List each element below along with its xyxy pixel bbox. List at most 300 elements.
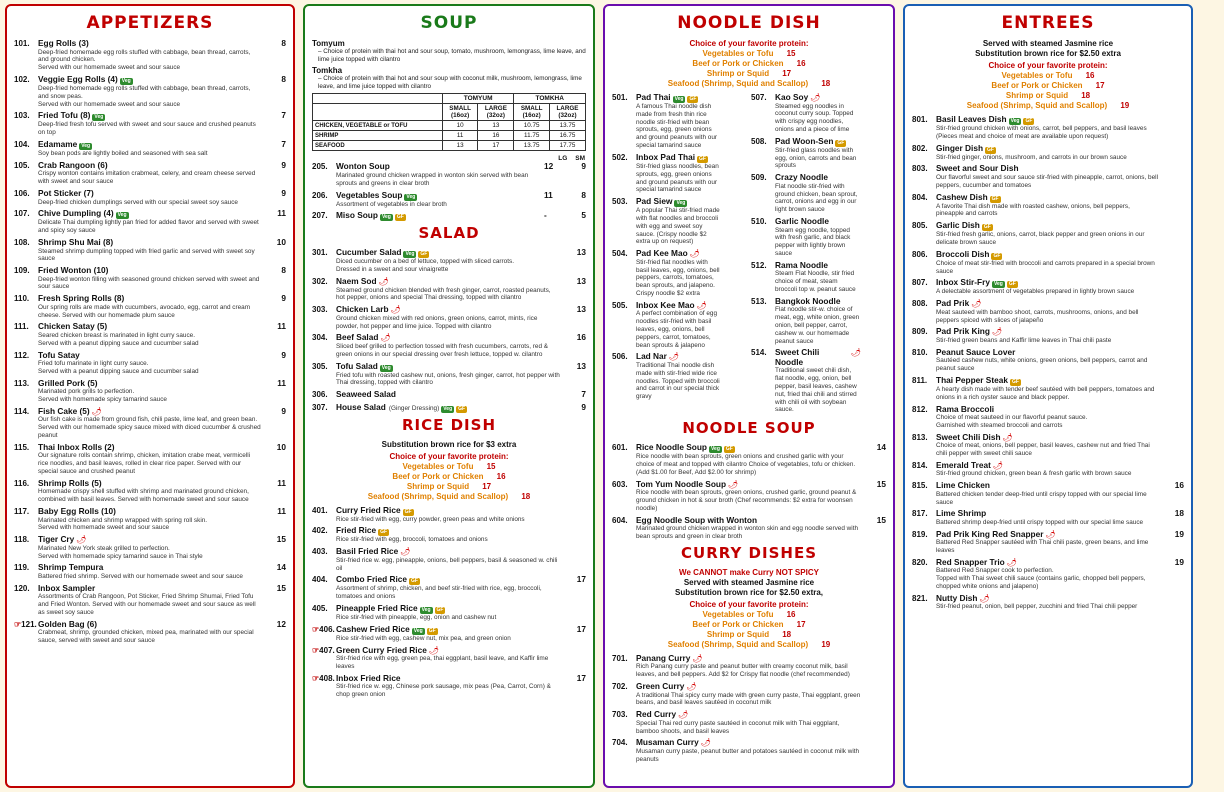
item-description: Rice stir-fried with pineapple, egg, onion and cashew nut: [336, 614, 497, 622]
menu-item[interactable]: [312, 390, 586, 400]
item-name: Tofu Satay: [38, 349, 80, 360]
veg-icon: Veg: [421, 607, 431, 614]
item-number: 403.: [312, 547, 328, 557]
item-price: 8: [281, 38, 286, 48]
item-description: Stir-fried ground chicken with onions, carrot, bell peppers, and basil leaves (Pieces meat and choice of meat are available upon request): [936, 125, 1147, 140]
item-price: [1162, 376, 1184, 402]
item-number: 811.: [912, 375, 928, 385]
item-description: Our spring rolls are made with cucumbers, avocado, egg, carrot and cream cheese. Served with our homemade plum sauce: [38, 303, 251, 319]
gluten-free-icon: GF: [420, 251, 428, 258]
item-price-lg: 11: [544, 189, 553, 200]
protein-choice: [312, 462, 586, 472]
menu-item[interactable]: [14, 189, 286, 206]
menu-item[interactable]: [912, 509, 1184, 526]
item-name: Garlic Dish: [936, 220, 980, 231]
item-number: 604.: [612, 515, 628, 525]
item-number: 601.: [612, 443, 628, 453]
menu-item[interactable]: [912, 405, 1184, 430]
item-number: 512.: [751, 260, 767, 270]
menu-item[interactable]: [912, 461, 1184, 478]
item-description: Soy bean pods are lightly boiled and seasoned with sea salt: [38, 150, 208, 158]
item-number: 116.: [14, 478, 30, 488]
menu-item[interactable]: [912, 144, 1184, 162]
gluten-free-icon: GF: [1025, 118, 1033, 124]
item-name: Pot Sticker (7): [38, 188, 94, 198]
item-price: 17: [576, 672, 586, 683]
item-number: 815.: [912, 481, 928, 491]
curry-substitution-note: Substitution brown rice for $2.50 extra,: [674, 587, 824, 597]
menu-item[interactable]: [312, 277, 586, 302]
item-number: ☞408.: [312, 673, 335, 683]
menu-item[interactable]: [912, 433, 1184, 458]
menu-item[interactable]: [312, 506, 586, 524]
entrees-choices: [912, 71, 1184, 111]
protein-choice-name: Shrimp or Squid: [706, 629, 770, 639]
soup-column: [303, 4, 595, 788]
gluten-free-icon: GF: [689, 96, 697, 102]
protein-choice-name: Beef or Pork or Chicken: [692, 59, 784, 68]
item-description: Seared chicken breast is marinated in light curry sauce. Served with a peanut dipping sauce and cucumber salad: [38, 331, 199, 347]
protein-choice-name: Seafood (Shrimp, Squid and Scallop): [966, 101, 1108, 110]
item-price: [1162, 250, 1184, 276]
item-price: [1162, 405, 1184, 430]
menu-item[interactable]: [312, 526, 586, 544]
item-price: [1162, 164, 1184, 189]
item-description: Fried tofu marinate in light curry sauce. Served with a peanut dipping sauce and cucumber salad: [38, 360, 199, 375]
item-description: Choice of meat stir-fried with broccoli and carrots prepared in a special brown sauce: [936, 259, 1155, 275]
item-description: Marinated chicken and shrimp wrapped with spring roll skin. Served with homemade sweet and sour sauce: [38, 516, 208, 532]
item-price: 16: [1174, 480, 1184, 491]
item-name: House Salad: [336, 401, 386, 412]
menu-item[interactable]: [14, 407, 286, 440]
item-description: Diced cucumber on a bed of lettuce, topped with sliced carrots. Dressed in a sweet and sour vinaigrette: [336, 258, 514, 274]
item-number: 821.: [912, 593, 928, 603]
item-name: Musaman Curry: [636, 737, 699, 748]
item-price: 11: [277, 477, 286, 488]
item-description: Steam Flat Noodle, stir fried choice of meat, steam broccoli top w. peanut sauce: [775, 270, 856, 293]
item-number: 205.: [312, 162, 328, 172]
item-name: Fresh Spring Rolls (8): [38, 293, 125, 304]
item-price: [544, 191, 586, 209]
chili-icon: 🌶: [979, 593, 990, 603]
menu-item[interactable]: [312, 646, 586, 671]
veg-icon: Veg: [1010, 118, 1020, 124]
item-number: 105.: [14, 160, 30, 170]
item-name: Crazy Noodle: [775, 172, 829, 183]
menu-item[interactable]: [312, 575, 586, 601]
protein-choice: [612, 59, 886, 69]
menu-item[interactable]: [312, 248, 586, 274]
chili-icon: 🌶: [728, 479, 739, 489]
menu-item[interactable]: [612, 738, 886, 763]
item-name: Shrimp Shu Mai (8): [38, 236, 114, 247]
menu-item[interactable]: [751, 348, 886, 414]
item-number: ☞121.: [14, 619, 37, 629]
item-number: 106.: [14, 189, 30, 198]
tomkha-header: TOMKHA: [514, 94, 586, 104]
item-name: Bangkok Noodle: [775, 295, 841, 306]
protein-choice-name: Seafood (Shrimp, Squid and Scallop): [667, 79, 809, 88]
item-name: Cucumber Salad: [336, 247, 402, 258]
gluten-free-icon: GF: [983, 224, 991, 231]
item-description: Musaman curry paste, peanut butter and potatoes sautéed in coconut milk with peanuts: [636, 747, 860, 763]
menu-item[interactable]: [612, 682, 886, 707]
item-description: Battered Red Snapper cook to perfection. Topped with Thai sweet chili sauce (contains garlic, chopped bell peppers, chopped white onions and jalapeno): [936, 567, 1146, 591]
protein-choice: [312, 492, 586, 502]
menu-item[interactable]: [751, 137, 886, 170]
item-name: Chive Dumpling (4): [38, 208, 114, 219]
page-title-soup: SOUP: [420, 13, 478, 33]
item-price: [1162, 144, 1184, 162]
gluten-free-icon: GF: [411, 578, 418, 585]
item-number: 804.: [912, 192, 928, 202]
item-number: 513.: [751, 296, 767, 306]
menu-item[interactable]: [14, 620, 286, 645]
item-price: 15: [876, 514, 886, 525]
menu-item[interactable]: [612, 654, 886, 679]
size-header: LARGE (32oz): [549, 104, 585, 121]
menu-item[interactable]: [912, 299, 1184, 324]
item-price: [1162, 278, 1184, 296]
protein-choice: [912, 71, 1184, 81]
item-number: 405.: [312, 604, 328, 614]
menu-item[interactable]: [312, 162, 586, 187]
item-number: 802.: [912, 143, 928, 153]
item-name: Crab Rangoon (6): [38, 159, 108, 170]
menu-item[interactable]: [14, 39, 286, 72]
item-description: Stir-fried glass noodles with egg, onion, carrots and bean sprouts: [775, 146, 857, 170]
item-price: 14: [876, 442, 886, 453]
menu-item[interactable]: [912, 530, 1184, 555]
item-price: [564, 547, 586, 572]
item-name-suffix: (Ginger Dressing): [388, 404, 440, 412]
gluten-free-icon: GF: [1008, 281, 1016, 288]
item-price: [725, 301, 747, 350]
item-number: 813.: [912, 432, 928, 442]
item-description: Stir-fried rice w. egg, pineapple, onions, bell peppers, basil & seasoned w. chili oil: [336, 556, 558, 572]
veg-icon: Veg: [381, 214, 391, 221]
menu-item[interactable]: [14, 209, 286, 235]
menu-item[interactable]: [612, 352, 747, 401]
item-number: 507.: [751, 93, 767, 102]
menu-item[interactable]: [312, 191, 586, 209]
item-price: [1162, 115, 1184, 141]
menu-item[interactable]: [312, 362, 586, 388]
menu-item[interactable]: [612, 516, 886, 541]
menu-item[interactable]: [912, 221, 1184, 247]
chili-icon: 🌶: [700, 738, 711, 748]
item-description: A favorite Thai dish made with roasted cashew, onions, bell peppers, pineapple and carrots: [936, 202, 1130, 218]
menu-item[interactable]: [612, 301, 747, 350]
protein-choice-name: Vegetables or Tofu: [1001, 71, 1073, 80]
item-name: Tom Yum Noodle Soup: [636, 478, 727, 489]
item-number: 113.: [14, 378, 30, 388]
menu-item[interactable]: [612, 197, 747, 246]
item-number: 505.: [612, 300, 628, 310]
item-price-sm: 5: [581, 210, 586, 221]
table-row: [313, 121, 586, 131]
menu-item[interactable]: [14, 322, 286, 347]
chili-icon: 🌶: [678, 710, 689, 720]
item-number: 603.: [612, 479, 628, 489]
item-number: 510.: [751, 217, 767, 226]
item-price: 18: [1174, 508, 1184, 519]
item-description: Choice of meat, onions, bell pepper, basil leaves, cashew nut and fried Thai chili pepper with sweet chili sauce: [936, 442, 1150, 458]
menu-item[interactable]: [14, 75, 286, 108]
menu-item[interactable]: [14, 507, 286, 532]
item-price: [1162, 348, 1184, 373]
tomyum-title: Tomyum: [312, 39, 345, 48]
menu-item[interactable]: [612, 480, 886, 513]
menu-item[interactable]: [612, 710, 886, 735]
menu-item[interactable]: [14, 266, 286, 291]
menu-item[interactable]: [612, 153, 747, 194]
menu-item[interactable]: [751, 173, 886, 214]
menu-item[interactable]: [14, 238, 286, 263]
menu-item[interactable]: [912, 558, 1184, 591]
row-label: CHICKEN, VEGETABLE or TOFU: [313, 121, 443, 131]
ricedish-substitution: Substitution brown rice for $3 extra: [381, 439, 517, 449]
protein-choice-name: Beef or Pork or Chicken: [991, 81, 1083, 90]
protein-choice: [612, 630, 886, 640]
menu-item[interactable]: [14, 443, 286, 476]
item-price: [564, 604, 586, 622]
item-price: [864, 710, 886, 735]
appetizers-column: [5, 4, 295, 788]
protein-choice-name: Seafood (Shrimp, Squid and Scallop): [367, 491, 509, 501]
item-number: 206.: [312, 190, 328, 200]
item-description: Sautéed cashew nuts, white onions, green onions, bell peppers, carrot and peanut sauce: [936, 357, 1148, 373]
item-number: 806.: [912, 249, 928, 259]
menu-item[interactable]: [912, 376, 1184, 402]
item-name: Wonton Soup: [336, 161, 390, 172]
chili-icon: 🌶: [378, 277, 389, 287]
menu-item[interactable]: [14, 351, 286, 376]
item-description: Choice of meat sauteed in our flavorful peanut sauce. Garnished with steamed broccoli and carrots: [936, 414, 1088, 429]
menu-item[interactable]: [751, 261, 886, 294]
item-description: Steamed shrimp dumpling topped with fried garlic and served with sweet soy sauce: [38, 247, 255, 263]
item-description: Special Thai red curry paste sautéed in coconut milk with Thai eggplant, bamboo shoots, and basil leaves: [636, 719, 840, 735]
item-description: Homemade crispy shell stuffed with shrimp and marinated ground chicken, combined with basil leaves. Served with homemade sweet and sour sauce: [38, 488, 249, 504]
item-number: 107.: [14, 209, 30, 219]
noodle-choice-head: Choice of your favorite protein:: [689, 39, 809, 48]
protein-choice-name: Vegetables or Tofu: [702, 609, 774, 619]
item-price: [864, 654, 886, 679]
protein-choice-name: Seafood (Shrimp, Squid and Scallop): [667, 639, 809, 649]
menu-item[interactable]: [912, 278, 1184, 296]
item-description: Rice stir-fried with egg, broccoli, tomatoes and onions: [336, 536, 488, 544]
soup-size-lg: LG: [558, 155, 568, 163]
menu-item[interactable]: [14, 379, 286, 404]
item-price-lg: -: [544, 210, 547, 221]
chili-icon: 🌶: [380, 333, 391, 343]
gluten-free-icon: GF: [396, 214, 404, 221]
chili-icon: 🌶: [971, 299, 982, 309]
item-price: [864, 173, 886, 214]
item-description: A hearty dish made with tender beef sautéed with bell peppers, tomatoes and onions in a rich oyster sauce and black pepper.: [936, 385, 1155, 401]
pointer-icon: ☞: [312, 673, 320, 683]
item-number: 111.: [14, 322, 29, 332]
gluten-free-icon: GF: [993, 252, 1001, 259]
item-price: [564, 646, 586, 671]
item-description: Stir-fried flat noodles with basil leaves, egg, onions, bell peppers, carrots, tomatoes, bean sprouts, and jalapeno. Crispy noodle $2 extra: [636, 258, 720, 297]
item-price-sm: 9: [581, 161, 586, 172]
item-name: Inbox Fried Rice: [336, 672, 401, 683]
chili-icon: 🌶: [76, 535, 87, 545]
menu-item[interactable]: [751, 93, 886, 134]
item-name: Nutty Dish: [936, 592, 978, 603]
appetizers-list: [14, 39, 286, 645]
menu-item[interactable]: [751, 297, 886, 346]
item-name: Pad Siew: [636, 196, 673, 207]
protein-choice-price: 18: [521, 491, 531, 501]
veg-icon: Veg: [443, 405, 453, 412]
pointer-icon: ☞: [312, 645, 320, 655]
chili-icon: 🌶: [390, 305, 401, 315]
veg-icon: Veg: [117, 212, 127, 219]
item-number: 506.: [612, 352, 628, 362]
item-name: Inbox Kee Mao: [636, 299, 695, 310]
menu-item[interactable]: [912, 250, 1184, 276]
item-description: Stir-fried glass noodles, bean sprouts, egg, green onions and ground peanuts with our special tamarind sauce: [636, 162, 719, 194]
menu-item[interactable]: [312, 674, 586, 699]
page-title-ricedish: RICE DISH: [402, 415, 496, 434]
menu-item[interactable]: [14, 111, 286, 137]
menu-item[interactable]: [312, 625, 586, 643]
entrees-choice-head: Choice of your favorite protein:: [988, 61, 1108, 70]
item-price: 8: [281, 73, 286, 84]
item-description: Battered Red Snapper sautéed with Thai chili paste, green beans, and lime leaves: [936, 539, 1149, 555]
chili-icon: 🌶: [689, 249, 700, 259]
item-description: Assortment of shrimp, chicken, and beef stir-fried with rice, egg, broccoli, tomatoes and onions: [336, 585, 542, 601]
veg-icon: Veg: [405, 251, 415, 258]
item-number: 803.: [912, 164, 928, 174]
item-price: 17: [576, 623, 586, 634]
item-name: Fried Wonton (10): [38, 265, 109, 276]
menu-item[interactable]: [751, 217, 886, 258]
item-price: [564, 526, 586, 544]
menu-item[interactable]: [14, 140, 286, 158]
item-number: 807.: [912, 278, 928, 288]
item-name: Lime Chicken: [936, 480, 990, 491]
item-number: 103.: [14, 111, 30, 121]
gluten-free-icon: GF: [699, 155, 706, 162]
menu-item[interactable]: [612, 249, 747, 298]
menu-item[interactable]: [14, 479, 286, 504]
chili-icon: 🌶: [1045, 529, 1056, 539]
item-name: Lad Nar: [636, 351, 667, 362]
price-cell: 17.75: [549, 141, 585, 151]
protein-choice: [612, 49, 886, 59]
item-price: [1162, 327, 1184, 344]
item-description: Deep-fried fresh tofu served with sweet and sour sauce and crushed peanuts on top: [38, 121, 256, 137]
item-name: Inbox Stir-Fry: [936, 277, 990, 288]
menu-item[interactable]: [312, 403, 586, 413]
veg-icon: Veg: [121, 77, 131, 84]
item-description: Marinated pork grills to perfection. Served with homemade spicy tamarind sauce: [38, 388, 167, 404]
item-price: [864, 738, 886, 763]
item-number: 114.: [14, 406, 30, 416]
curry-spicy-note: We CANNOT make Curry NOT SPICY: [679, 567, 819, 577]
item-description: Rice stir-fried with egg, cashew nut, mix pea, and green onion: [336, 634, 511, 642]
item-number: 402.: [312, 526, 328, 536]
menu-item[interactable]: [912, 327, 1184, 344]
item-number: 812.: [912, 404, 928, 414]
curry-choice-head: Choice of your favorite protein:: [689, 599, 809, 609]
item-price: 16: [576, 332, 586, 343]
item-price: 13: [576, 276, 586, 287]
item-number: 704.: [612, 738, 628, 748]
menu-item[interactable]: [612, 443, 886, 476]
menu-item[interactable]: [312, 305, 586, 330]
menu-item[interactable]: [312, 604, 586, 622]
item-number: 814.: [912, 460, 928, 470]
menu-item[interactable]: [312, 547, 586, 572]
item-description: Traditional sweet chili dish, flat noodle, egg, onion, bell pepper, basil leaves, cashew nut, fried thai chili and stirred with chili oil with soybean sauce.: [775, 367, 857, 414]
item-price: [1162, 299, 1184, 324]
entrees-substitution-note: Substitution brown rice for $2.50 extra: [975, 49, 1121, 58]
item-description: Flat noodle stir-w. choice of meat, egg, white onion, green onion, bell pepper, carrot, cashew w. our homemade peanut sauce: [775, 306, 860, 345]
page-title-salad: SALAD: [418, 224, 480, 243]
item-number: 301.: [312, 248, 328, 258]
menu-item[interactable]: [14, 563, 286, 580]
item-number: 514.: [751, 348, 767, 358]
item-name: Shrimp Rolls (5): [38, 477, 102, 488]
item-number: ☞407.: [312, 645, 335, 655]
menu-item[interactable]: [912, 348, 1184, 373]
item-price: [1162, 193, 1184, 219]
item-description: Crabmeat, shrimp, grounded chicken, mixed pea, marinated with our special sauce, served with sweet and sour sauce: [38, 629, 254, 644]
menu-item[interactable]: [14, 584, 286, 617]
item-price: 7: [581, 389, 586, 400]
item-number: 307.: [312, 402, 328, 412]
item-name: Rice Noodle Soup: [636, 442, 707, 453]
item-description: Marinated ground chicken wrapped in wonton skin and egg noodle served with bean sprouts and green in clear broth: [636, 525, 859, 541]
item-description: A delectable assortment of vegetables prepared in lightly brown sauce: [936, 288, 1135, 296]
protein-choice: [312, 482, 586, 492]
item-name: Pad Woon-Sen: [775, 135, 834, 146]
menu-item[interactable]: [912, 481, 1184, 506]
menu-item[interactable]: [912, 164, 1184, 189]
protein-choice-price: 16: [496, 471, 506, 481]
price-cell: 11: [442, 131, 478, 141]
chili-icon: 🌶: [91, 406, 102, 416]
menu-item[interactable]: [312, 211, 586, 221]
item-number: 115.: [14, 442, 30, 452]
menu-item[interactable]: [912, 115, 1184, 141]
price-cell: 17: [478, 141, 514, 151]
item-price: 9: [281, 159, 286, 170]
menu-item[interactable]: [14, 161, 286, 186]
page-title-noodle-soup: NOODLE SOUP: [682, 419, 816, 438]
menu-item[interactable]: [912, 594, 1184, 611]
veg-icon: Veg: [676, 200, 686, 207]
item-price: [864, 348, 886, 414]
protein-choice-price: 17: [796, 619, 806, 629]
gluten-free-icon: GF: [380, 529, 388, 536]
item-name: Broccoli Dish: [936, 248, 990, 259]
item-number: 819.: [912, 529, 928, 539]
item-price-lg: 12: [544, 161, 554, 172]
item-price: [544, 162, 586, 187]
menu-item[interactable]: [14, 535, 286, 560]
menu-item[interactable]: [912, 193, 1184, 219]
table-row: [313, 131, 586, 141]
menu-item[interactable]: [312, 333, 586, 358]
menu-item[interactable]: [14, 294, 286, 319]
tomkha-desc: – Choice of protein with thai hot and sour soup with coconut milk, mushroom, lemongrass, lime leave, and lime juice topped with cilantro: [318, 74, 582, 90]
menu-item[interactable]: [612, 93, 747, 150]
